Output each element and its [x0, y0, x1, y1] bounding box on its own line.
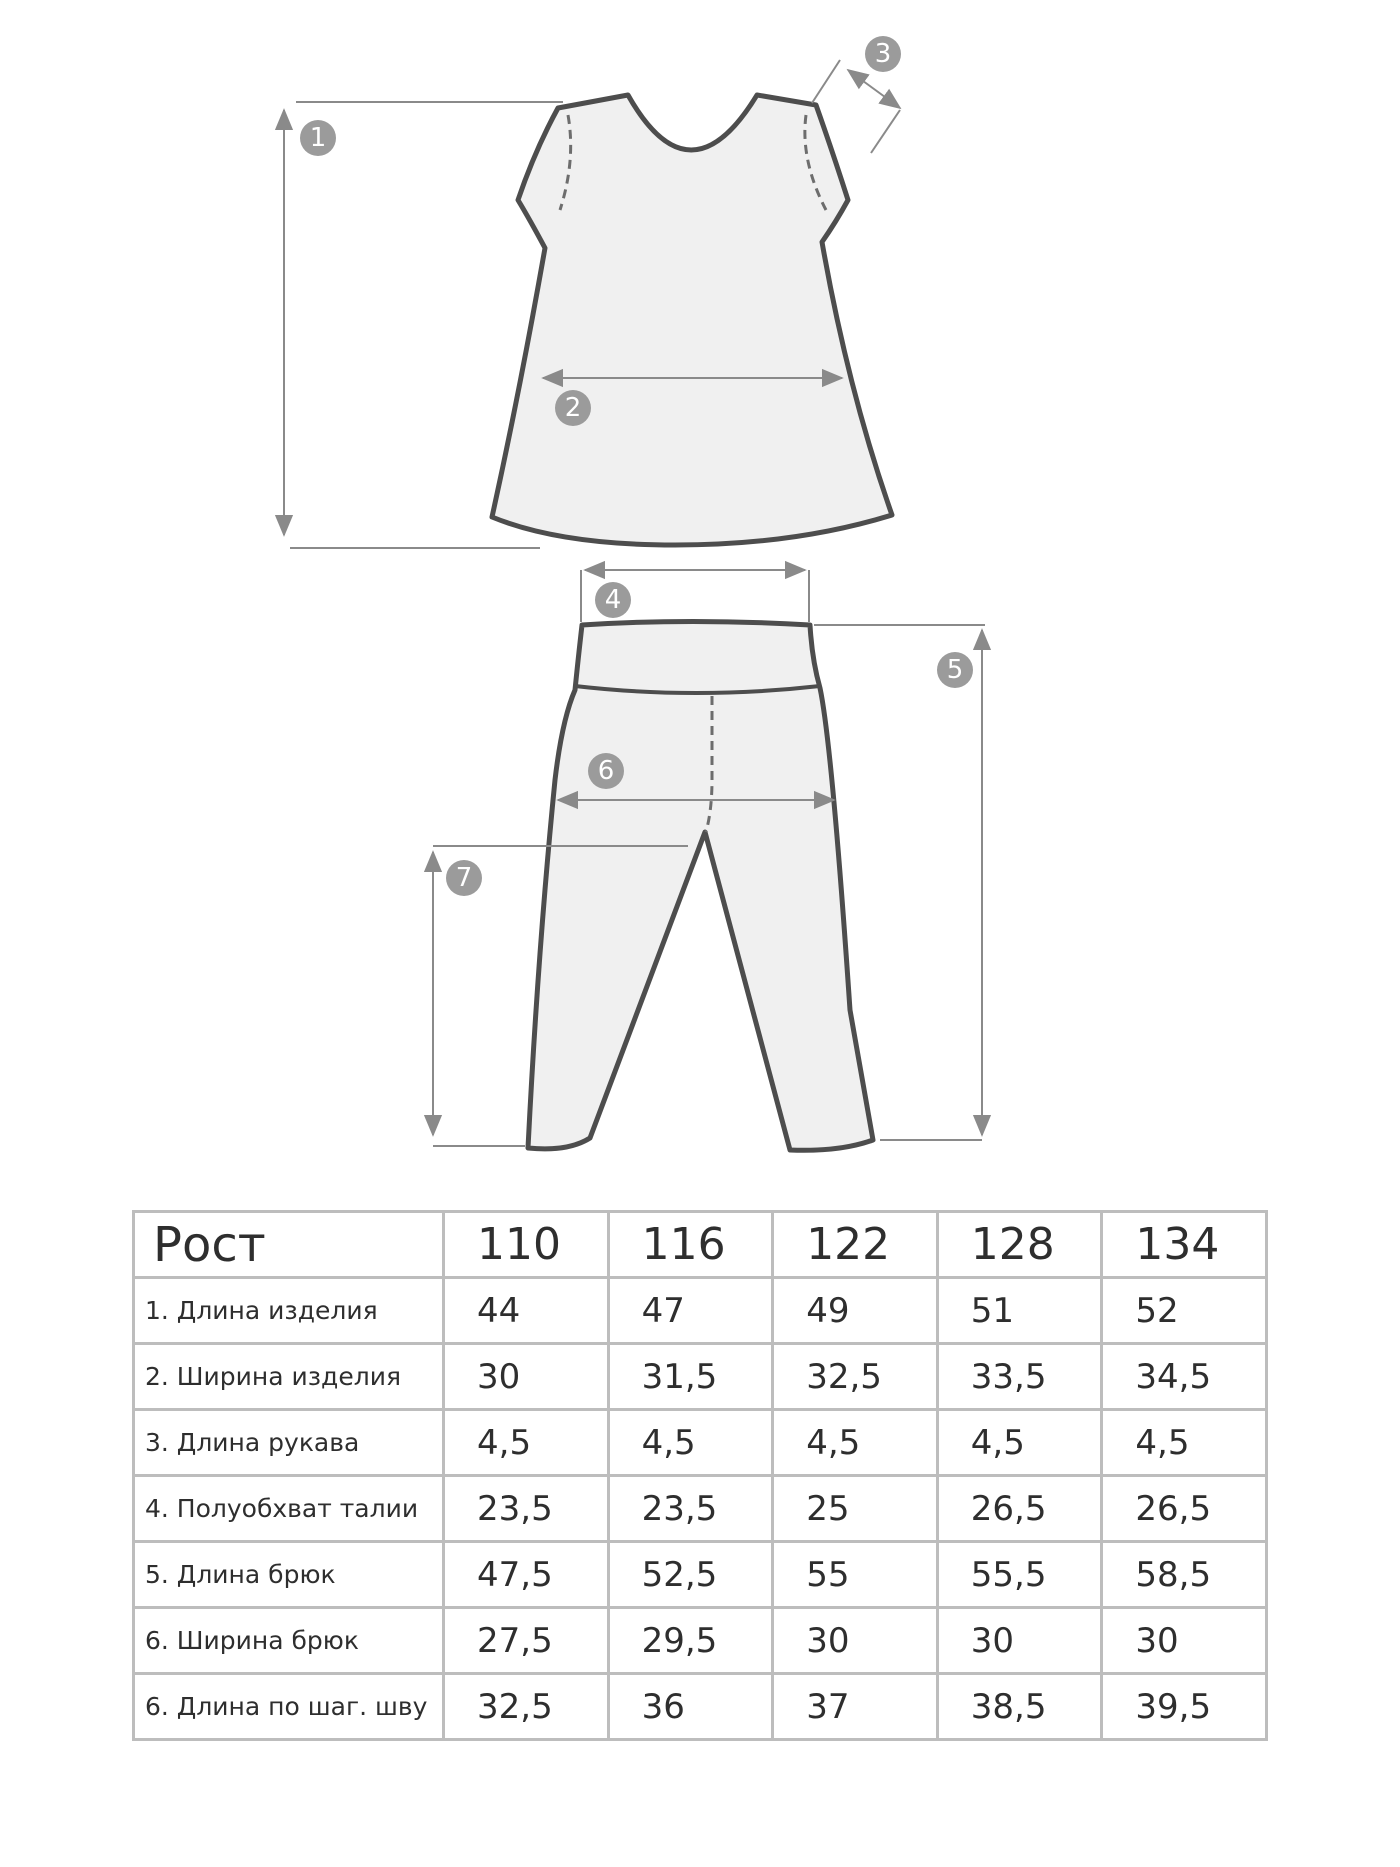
- size-header: 116: [608, 1212, 773, 1278]
- pants-outline: [528, 622, 873, 1151]
- marker-6: [588, 753, 624, 789]
- table-row: [134, 1410, 1267, 1476]
- table-row: [134, 1542, 1267, 1608]
- table-cell: 52,5: [608, 1542, 773, 1608]
- table-cell: 4,5: [608, 1410, 773, 1476]
- table-cell: 34,5: [1102, 1344, 1267, 1410]
- table-header-row: [134, 1212, 1267, 1278]
- row-label: 3. Длина рукава: [134, 1410, 444, 1476]
- table-cell: 36: [608, 1674, 773, 1740]
- table-cell: 38,5: [937, 1674, 1102, 1740]
- table-cell: 25: [773, 1476, 938, 1542]
- tshirt-outline: [492, 95, 892, 545]
- marker-2: [555, 390, 591, 426]
- svg-text:1: 1: [309, 123, 327, 153]
- table-cell: 30: [937, 1608, 1102, 1674]
- size-header: 134: [1102, 1212, 1267, 1278]
- svg-text:3: 3: [874, 39, 892, 69]
- row-label: 6. Длина по шаг. шву: [134, 1674, 444, 1740]
- table-cell: 33,5: [937, 1344, 1102, 1410]
- table-cell: 23,5: [444, 1476, 609, 1542]
- table-cell: 44: [444, 1278, 609, 1344]
- row-label: 5. Длина брюк: [134, 1542, 444, 1608]
- table-cell: 4,5: [1102, 1410, 1267, 1476]
- row-label: 1. Длина изделия: [134, 1278, 444, 1344]
- svg-text:6: 6: [597, 756, 615, 786]
- table-cell: 37: [773, 1674, 938, 1740]
- table-cell: 49: [773, 1278, 938, 1344]
- table-cell: 31,5: [608, 1344, 773, 1410]
- table-cell: 23,5: [608, 1476, 773, 1542]
- table-row: [134, 1476, 1267, 1542]
- marker-1: [300, 120, 336, 156]
- svg-text:7: 7: [455, 863, 473, 893]
- table-cell: 30: [773, 1608, 938, 1674]
- marker-3: [865, 36, 901, 72]
- table-cell: 30: [1102, 1608, 1267, 1674]
- table-cell: 4,5: [444, 1410, 609, 1476]
- row-label: 6. Ширина брюк: [134, 1608, 444, 1674]
- size-header: 128: [937, 1212, 1102, 1278]
- table-cell: 4,5: [773, 1410, 938, 1476]
- table-row: [134, 1278, 1267, 1344]
- table-cell: 58,5: [1102, 1542, 1267, 1608]
- table-cell: 29,5: [608, 1608, 773, 1674]
- size-header: 122: [773, 1212, 938, 1278]
- table-cell: 26,5: [937, 1476, 1102, 1542]
- marker-4: [595, 582, 631, 618]
- size-table: [132, 1210, 1268, 1741]
- table-cell: 47,5: [444, 1542, 609, 1608]
- table-cell: 32,5: [444, 1674, 609, 1740]
- row-label: 2. Ширина изделия: [134, 1344, 444, 1410]
- size-header: 110: [444, 1212, 609, 1278]
- table-cell: 4,5: [937, 1410, 1102, 1476]
- table-cell: 51: [937, 1278, 1102, 1344]
- table-cell: 27,5: [444, 1608, 609, 1674]
- table-cell: 55: [773, 1542, 938, 1608]
- svg-text:2: 2: [564, 393, 582, 423]
- marker-7: [446, 860, 482, 896]
- table-cell: 26,5: [1102, 1476, 1267, 1542]
- svg-text:4: 4: [604, 585, 622, 615]
- table-row: [134, 1344, 1267, 1410]
- table-cell: 55,5: [937, 1542, 1102, 1608]
- marker-5: [937, 652, 973, 688]
- table-cell: 32,5: [773, 1344, 938, 1410]
- table-row: [134, 1608, 1267, 1674]
- table-row: [134, 1674, 1267, 1740]
- table-cell: 47: [608, 1278, 773, 1344]
- height-header: Рост: [134, 1212, 444, 1278]
- table-cell: 39,5: [1102, 1674, 1267, 1740]
- row-label: 4. Полуобхват талии: [134, 1476, 444, 1542]
- svg-text:5: 5: [946, 655, 964, 685]
- table-cell: 52: [1102, 1278, 1267, 1344]
- table-cell: 30: [444, 1344, 609, 1410]
